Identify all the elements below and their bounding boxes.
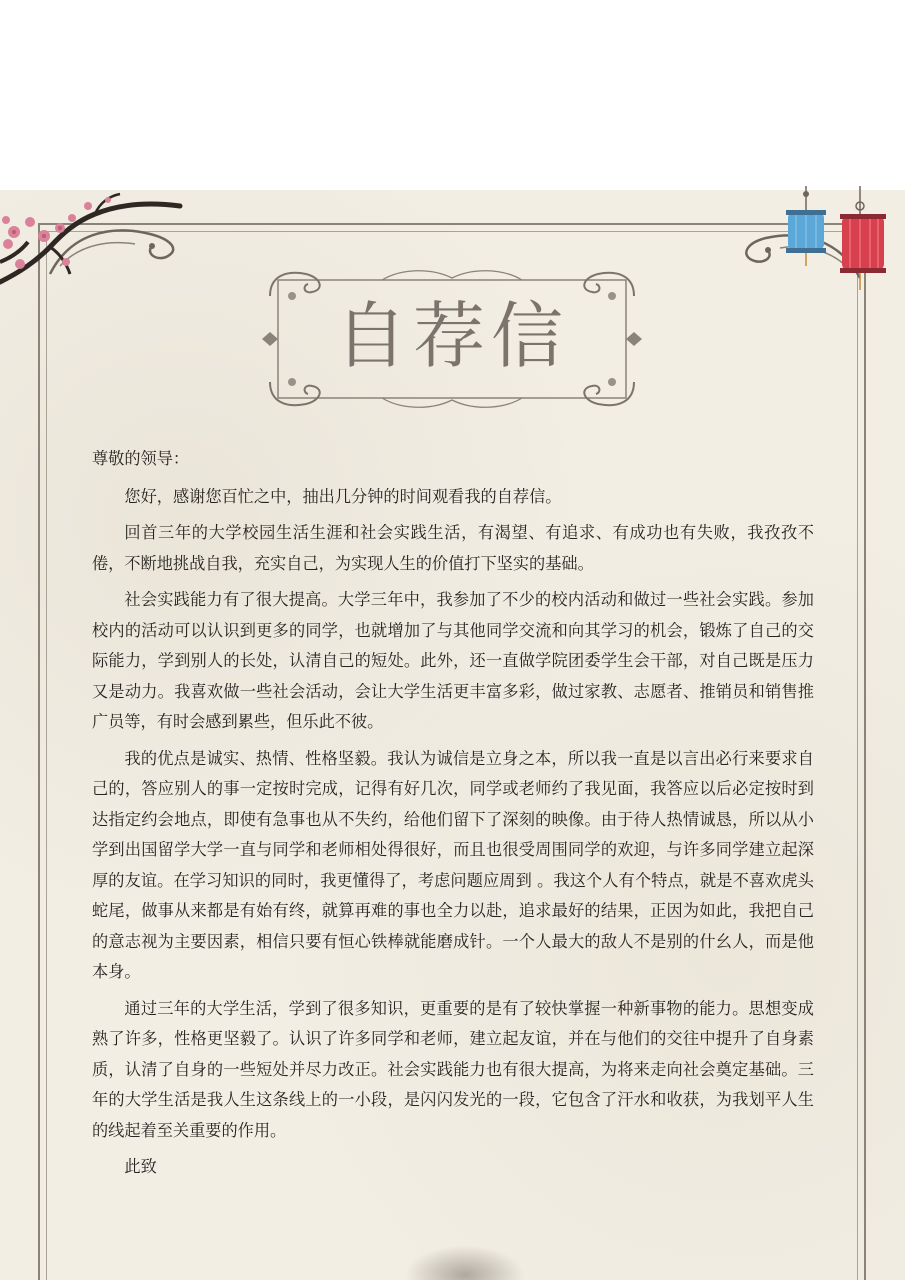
paragraph: 我的优点是诚实、热情、性格坚毅。我认为诚信是立身之本，所以我一直是以言出必行来要求自己的，答应别人的事一定按时完成，记得有好几次，同学或老师约了我见面，我答应以后必定按时到达指定约会地点，即使有急事也从不失约，给他们留下了深刻的映像。由于待人热情诚恳，所以从小学到出国留学大学一直与同学和老师相处得很好，而且也很受周围同学的欢迎，与许多同学建立起深厚的友谊。在学习知识的同时，我更懂得了，考虑问题应周到 。我这个人有个特点，就是不喜欢虎头蛇尾，做事从来都是有始有终，就算再难的事也全力以赴，追求最好的结果，正因为如此，我把自己的意志视为主要因素，相信只要有恒心铁棒就能磨成针。一个人最大的敌人不是别的什幺人，而是他本身。 bbox=[92, 748, 814, 981]
letter-body bbox=[92, 444, 814, 1183]
title-frame bbox=[262, 266, 642, 412]
lantern-icon bbox=[782, 186, 905, 296]
page-title: 自荐信 bbox=[334, 294, 569, 378]
salutation: 尊敬的领导： bbox=[92, 449, 190, 468]
plum-blossom-branch-icon bbox=[0, 192, 190, 292]
paragraph: 社会实践能力有了很大提高。大学三年中，我参加了不少的校内活动和做过一些社会实践。参加校内的活动可以认识到更多的同学，也就增加了与其他同学交流和向其学习的机会，锻炼了自己的交际能力，学到别人的长处，认清自己的短处。此外，还一直做学院团委学生会干部，对自己既是压力又是动力。我喜欢做一些社会活动，会让大学生活更丰富多彩，做过家教、志愿者、推销员和销售推广员等，有时会感到累些，但乐此不彼。 bbox=[92, 590, 814, 731]
closing: 此致 bbox=[124, 1157, 157, 1176]
paragraph: 您好，感谢您百忙之中，抽出几分钟的时间观看我的自荐信。 bbox=[124, 486, 562, 506]
paragraph: 回首三年的大学校园生活生涯和社会实践生活，有渴望、有追求、有成功也有失败，我孜孜不倦，不断地挑战自我，充实自己，为实现人生的价值打下坚实的基础。 bbox=[92, 523, 814, 573]
paragraph: 通过三年的大学生活，学到了很多知识，更重要的是有了较快掌握一种新事物的能力。思想变成熟了许多，性格更坚毅了。认识了许多同学和老师，建立起友谊，并在与他们的交往中提升了自身素质，认清了自身的一些短处并尽力改正。社会实践能力也有很大提高，为将来走向社会奠定基础。三年的大学生活是我人生这条线上的一小段，是闪闪发光的一段，它包含了汗水和收获，为我划平人生的线起着至关重要的作用。 bbox=[92, 998, 814, 1140]
